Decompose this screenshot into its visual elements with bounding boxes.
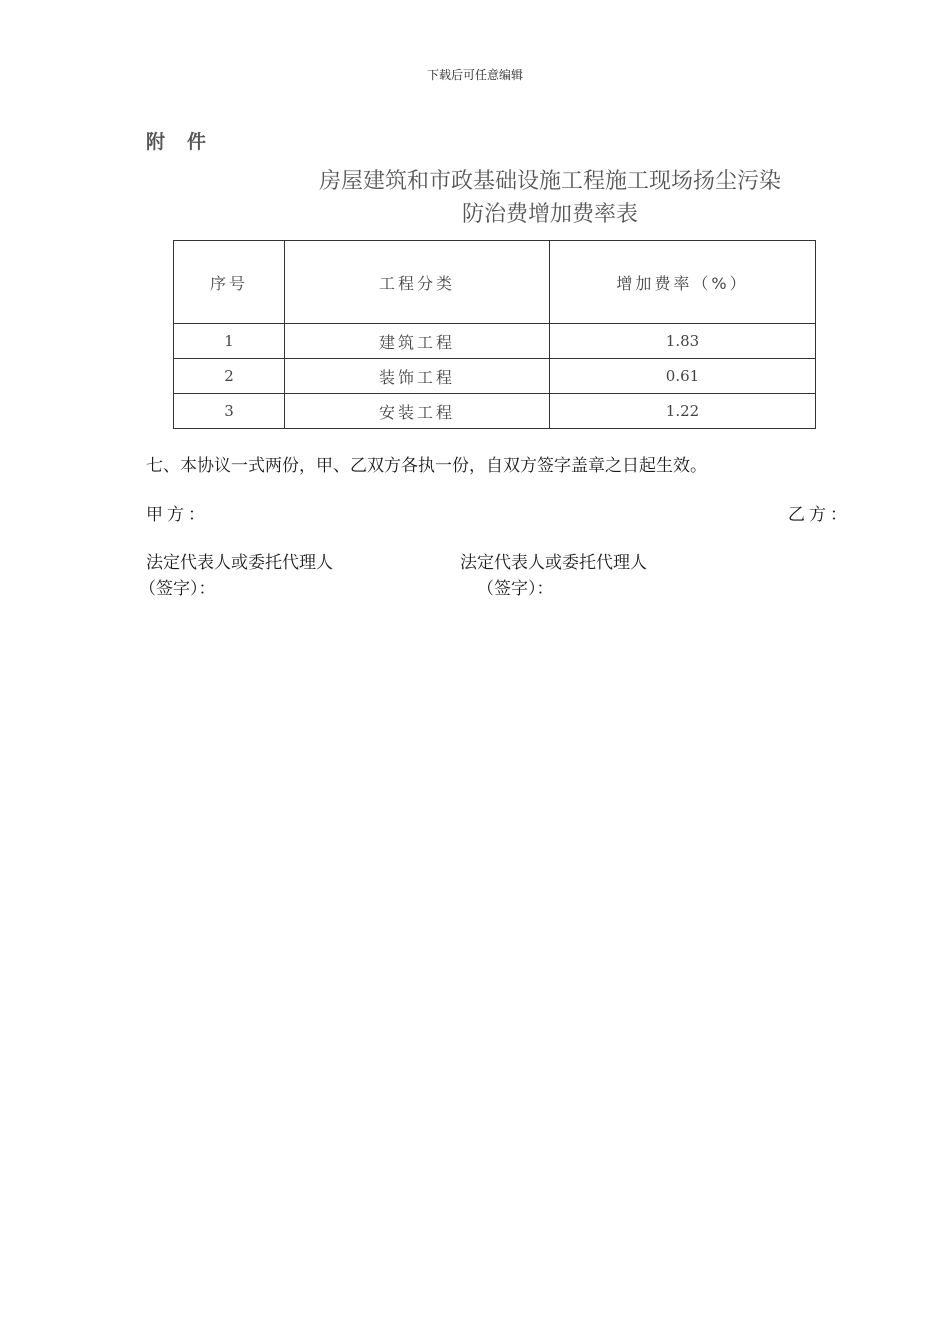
party-b-representative-label: 法定代表人或委托代理人 — [460, 553, 647, 573]
rate-table — [173, 240, 816, 429]
cell-rate: 1.83 — [550, 324, 816, 359]
party-a-signature-label: （签字）： — [139, 579, 216, 599]
clause-seven: 七、本协议一式两份，甲、乙双方各执一份，自双方签字盖章之日起生效。 — [146, 456, 707, 476]
header-seq: 序号 — [174, 241, 285, 324]
title-line-1: 房屋建筑和市政基础设施工程施工现场扬尘污染 — [318, 169, 781, 194]
cell-seq: 1 — [174, 324, 285, 359]
cell-rate: 1.22 — [550, 394, 816, 429]
attachment-label: 附件 — [146, 131, 229, 153]
cell-seq: 2 — [174, 359, 285, 394]
table-row — [174, 359, 816, 394]
title-line-2: 防治费增加费率表 — [461, 202, 638, 227]
party-a-representative-label: 法定代表人或委托代理人 — [146, 553, 333, 573]
cell-category: 装饰工程 — [285, 359, 550, 394]
header-rate: 增加费率（%） — [550, 241, 816, 324]
table-row — [174, 394, 816, 429]
cell-category: 建筑工程 — [285, 324, 550, 359]
party-b-signature-label: （签字）： — [477, 579, 554, 599]
cell-category: 安装工程 — [285, 394, 550, 429]
header-category: 工程分类 — [285, 241, 550, 324]
document-title — [240, 165, 860, 231]
table-row — [174, 324, 816, 359]
cell-seq: 3 — [174, 394, 285, 429]
cell-rate: 0.61 — [550, 359, 816, 394]
table-header-row — [174, 241, 816, 324]
party-b-label: 乙方： — [788, 505, 851, 525]
party-a-label: 甲方： — [146, 505, 209, 525]
header-note: 下载后可任意编辑 — [426, 68, 523, 82]
